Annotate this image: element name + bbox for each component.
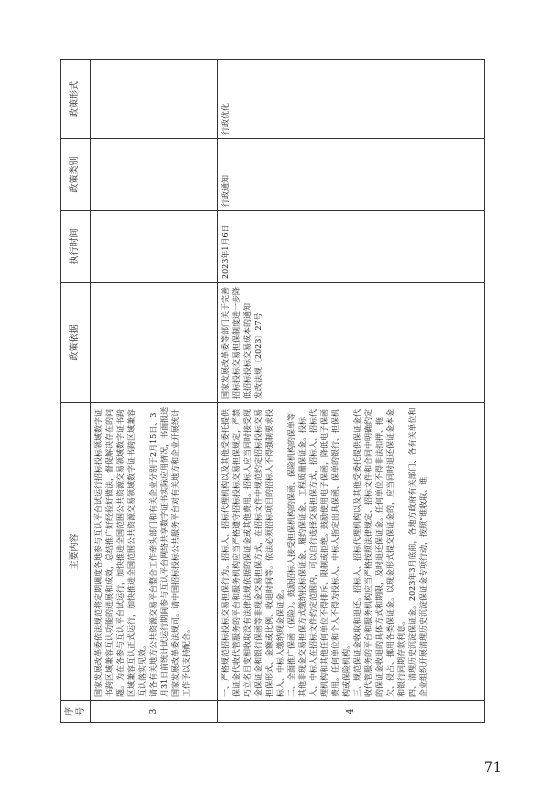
header-time: 执行时间	[61, 211, 91, 283]
content-paragraph: 三、规范保证金收取和退还。招标人、招标代理机构以及其他受委托提供保证金代收代管服务的平台和服务机构应当严格按照法律规定、招标文件和合同中明确约定的保证金收退的具体方式和期限，及时退还保证金。任何单位不得非法扣押、拖欠、侵占、挪用各类保证金。以现金形式提交保证金的，应当同时退还保证金本金和银行同期存款利息。	[353, 409, 406, 697]
row-seq: 3	[91, 701, 218, 723]
policy-table	[60, 59, 485, 723]
header-basis: 政策依据	[61, 283, 91, 403]
row-basis: 国家发展改革委等部门关于完善招标投标交易担保制度进一步降低招标投标交易成本的通知 发改法规〔2023〕27号	[218, 283, 485, 403]
table-row	[218, 60, 485, 723]
page-number: 71	[484, 760, 502, 776]
content-paragraph: 二、全面推广保函（保险）。鼓励招标人接受担保机构的保函、保险机构的保单等其他非现金交易担保方式缴纳投标保证金、履约保证金、工程质量保证金。投标人、中标人在招标文件约定范围内，可以自行选择交易担保方式，招标人、招标代理机构和其他任何单位不得排斥、限制或拒绝。鼓励使用电子保函，降低电子保函费用。任何单位和个人不得为投标人、中标人指定出具保函、保单的银行、担保机构或保险机构。	[287, 409, 351, 697]
row-category: 行政通知	[218, 139, 485, 211]
content-paragraph: 请各有关地方公共资源交易平台整合工作牵头部门和有关企业分别于2月15日、3月31日前统计试运行期间参与互认平台网络共享数字证书实际应用情况，书面报送国家发展改革委法规司。请中国招标投标公共服务平台对有关地方和企业开展统计工作予以支持配合。	[149, 406, 191, 697]
row-basis	[91, 283, 218, 403]
header-form: 政策形式	[61, 60, 91, 139]
header-category: 政策类别	[61, 139, 91, 211]
table-row	[91, 60, 218, 723]
content-paragraph: 国家发展改革委依法规范将定期调度各地参与互认平台试运行招标投标领域数字证书跨区域兼容互认功能的进展和成效，总结推广好经验好做法，督促解决存在的问题。为在各参与互认平台试运行，加快推进全国范围公共资源交易领域数字证书跨区域兼容互认正式运行，加快推进全国范围公共资源交易领域数字证书跨区域兼容互认落实见效。	[94, 409, 147, 697]
row-content	[91, 403, 218, 701]
table-header-row	[61, 60, 91, 723]
row-seq: 4	[218, 701, 485, 723]
row-content	[218, 403, 485, 701]
row-category	[91, 139, 218, 211]
content-paragraph: 四、清理历史沉淀保证金。2023年3月底前，各地方政府有关部门、各有关单位和企业组织开展清理历史沉淀保证金专项行动，按照“谁收取、谁	[408, 407, 428, 697]
header-seq: 序号	[61, 701, 91, 723]
row-form	[91, 60, 218, 139]
row-form: 行政优化	[218, 60, 485, 139]
content-paragraph: 一、严格规范招标投标交易担保行为。招标人、招标代理机构以及其他受委托提供保证金代收代管服务的平台和服务机构应当严格遵守招标投标交易担保规定，严禁巧立名目变相收取没有法律法规依据的保证金或其他费用。招标人应当同时接受现金保证金和银行保函等非现金交易担保方式，在招标文件中规范约定招标投标交易担保形式、金额或比例、收退时间等。依法必须招标项目的招标人不得强制要求投标人、中标人缴纳现金保证金。	[221, 409, 285, 697]
header-content: 主要内容	[61, 403, 91, 701]
row-time: 2023年1月6日	[218, 211, 485, 283]
rotated-page	[60, 60, 485, 723]
row-time	[91, 211, 218, 283]
